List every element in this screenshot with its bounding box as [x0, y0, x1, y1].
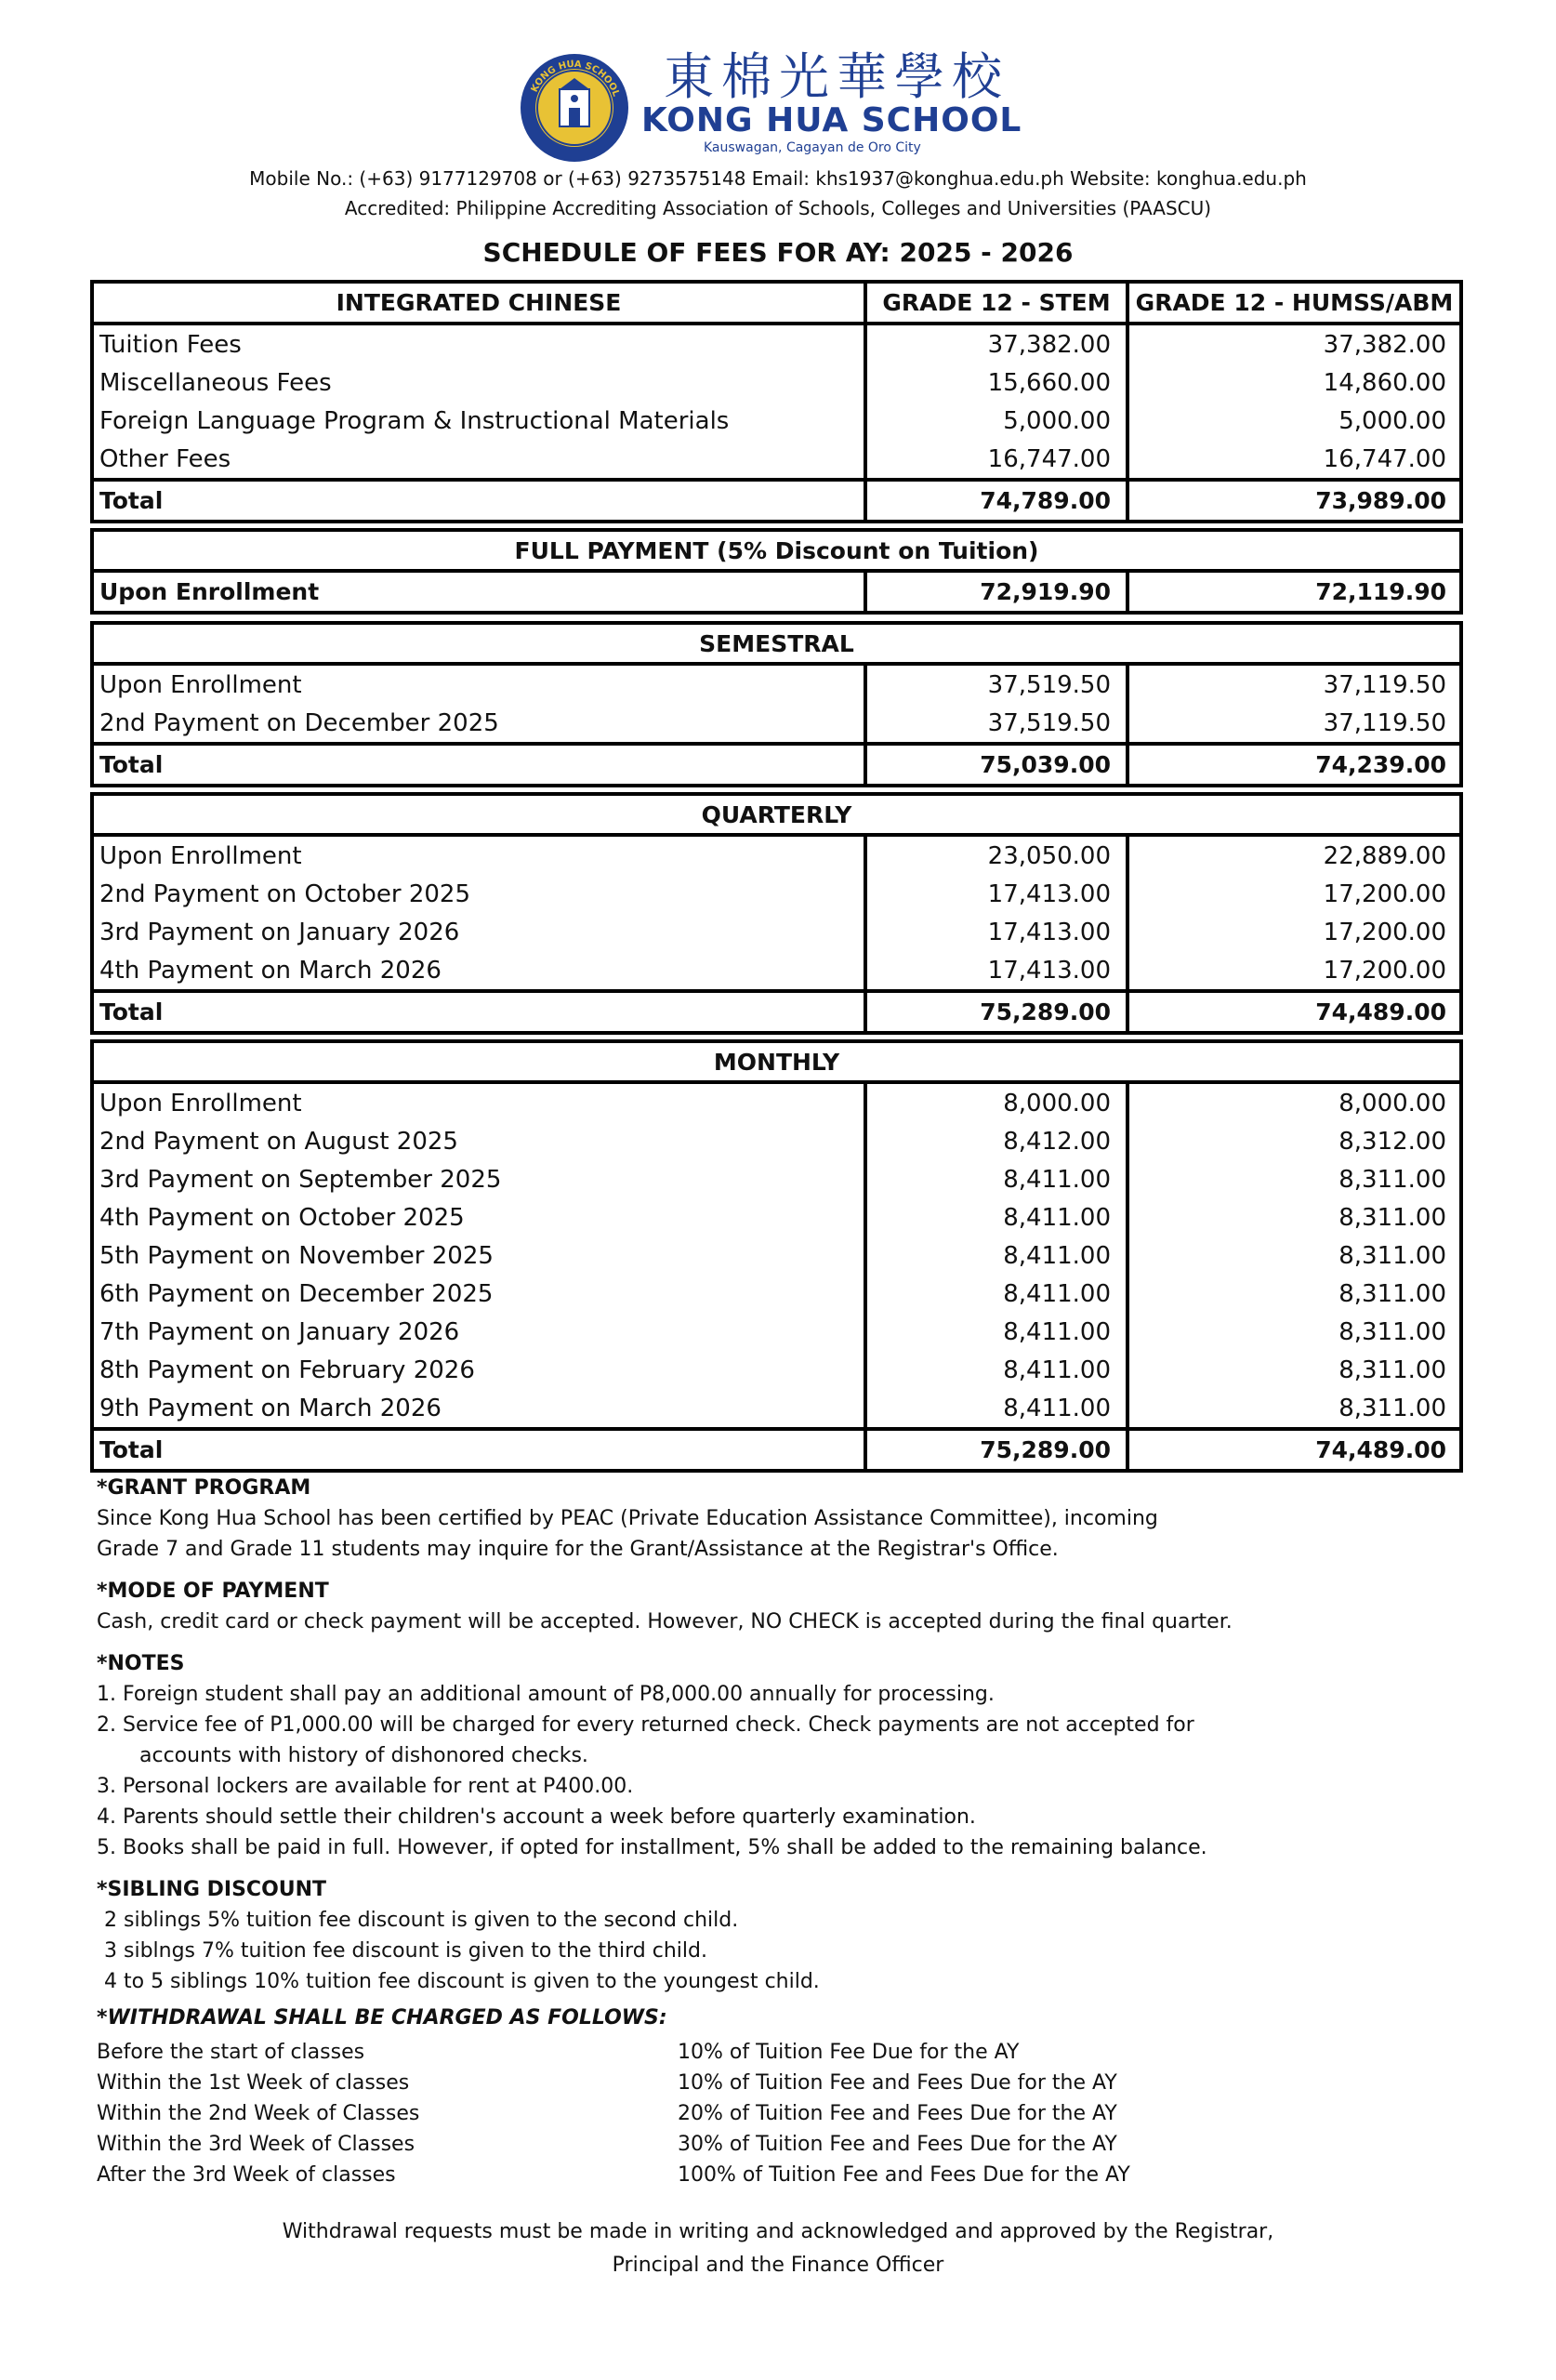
stem-amount: 23,050.00	[987, 841, 1111, 870]
stem-amount: 15,660.00	[987, 368, 1111, 397]
note-item: 3. Personal lockers are available for rent at P400.00.	[97, 1775, 634, 1798]
note-item: 4. Parents should settle their children's account a week before quarterly examination.	[97, 1805, 976, 1829]
table-row	[94, 1389, 1459, 1427]
grant-program-text: Since Kong Hua School has been certified by PEAC (Private Education Assistance Committee), incoming	[97, 1507, 1158, 1530]
withdrawal-row	[97, 2160, 1472, 2190]
row-label: Upon Enrollment	[99, 670, 302, 699]
row-label: Upon Enrollment	[99, 1089, 302, 1117]
note-item: 5. Books shall be paid in full. However, if opted for installment, 5% shall be added to the remaining balance.	[97, 1836, 1207, 1859]
stem-amount: 74,789.00	[980, 487, 1111, 514]
withdrawal-row	[97, 2129, 1472, 2160]
quarterly-table	[90, 792, 1463, 1035]
row-label: Total	[99, 998, 164, 1025]
monthly-table	[90, 1039, 1463, 1473]
section-header	[94, 796, 1459, 837]
note-item: 1. Foreign student shall pay an additional amount of P8,000.00 annually for processing.	[97, 1683, 995, 1706]
humss-abm-amount: 14,860.00	[1323, 368, 1446, 397]
row-label: 4th Payment on March 2026	[99, 956, 442, 985]
notes-section	[97, 1473, 1472, 2190]
sibling-discount-item: 2 siblings 5% tuition fee discount is given to the second child.	[104, 1909, 739, 1932]
humss-abm-amount: 72,119.90	[1315, 578, 1446, 605]
stem-amount: 5,000.00	[1003, 406, 1111, 435]
row-label: Total	[99, 487, 164, 514]
section-title: FULL PAYMENT (5% Discount on Tuition)	[514, 536, 1039, 564]
stem-amount: 16,747.00	[987, 444, 1111, 473]
withdrawal-row	[97, 2037, 1472, 2068]
schedule-title: SCHEDULE OF FEES FOR AY: 2025 - 2026	[482, 237, 1074, 268]
table-row	[94, 1084, 1459, 1122]
stem-amount: 72,919.90	[980, 578, 1111, 605]
semestral-table	[90, 621, 1463, 787]
row-label: 3rd Payment on September 2025	[99, 1165, 502, 1194]
withdrawal-charge: 100% of Tuition Fee and Fees Due for the AY	[678, 2163, 1130, 2187]
row-label: Upon Enrollment	[99, 841, 302, 870]
grant-program-heading: *GRANT PROGRAM	[97, 1476, 311, 1500]
humss-abm-amount: 8,311.00	[1338, 1165, 1446, 1194]
notes-heading: *NOTES	[97, 1652, 185, 1675]
withdrawal-period: Within the 3rd Week of Classes	[97, 2133, 415, 2156]
section-header	[94, 1043, 1459, 1084]
humss-abm-amount: 8,312.00	[1338, 1127, 1446, 1156]
stem-amount: 8,411.00	[1003, 1394, 1111, 1422]
total-row	[94, 478, 1459, 520]
stem-amount: 8,412.00	[1003, 1127, 1111, 1156]
humss-abm-amount: 74,239.00	[1315, 751, 1446, 778]
humss-abm-amount: 8,311.00	[1338, 1203, 1446, 1232]
section-title: MONTHLY	[713, 1048, 840, 1076]
contact-line: Mobile No.: (+63) 9177129708 or (+63) 9273575148 Email: khs1937@konghua.edu.ph Website: konghua.edu.ph	[249, 167, 1307, 190]
table-row	[94, 666, 1459, 704]
section-title: SEMESTRAL	[699, 629, 854, 657]
section-header	[94, 532, 1459, 573]
withdrawal-charge: 20% of Tuition Fee and Fees Due for the AY	[678, 2102, 1117, 2125]
stem-amount: 8,411.00	[1003, 1355, 1111, 1384]
total-row	[94, 989, 1459, 1031]
stem-amount: 8,411.00	[1003, 1203, 1111, 1232]
row-label: 6th Payment on December 2025	[99, 1279, 494, 1308]
row-label: 3rd Payment on January 2026	[99, 918, 460, 946]
row-label: 9th Payment on March 2026	[99, 1394, 442, 1422]
accreditation-line: Accredited: Philippine Accrediting Association of Schools, Colleges and Universities (PAASCU)	[344, 197, 1212, 219]
table-row	[94, 837, 1459, 875]
sibling-discount-heading: *SIBLING DISCOUNT	[97, 1878, 327, 1901]
humss-abm-amount: 5,000.00	[1338, 406, 1446, 435]
humss-abm-amount: 17,200.00	[1323, 879, 1446, 908]
withdrawal-period: After the 3rd Week of classes	[97, 2163, 396, 2187]
humss-abm-amount: 8,000.00	[1338, 1089, 1446, 1117]
table-row	[94, 1236, 1459, 1275]
row-label: 4th Payment on October 2025	[99, 1203, 465, 1232]
table-row	[94, 364, 1459, 402]
humss-abm-amount: 37,119.50	[1323, 670, 1446, 699]
withdrawal-row	[97, 2068, 1472, 2098]
humss-abm-amount: 73,989.00	[1315, 487, 1446, 514]
stem-amount: 75,289.00	[980, 1436, 1111, 1463]
table-row	[94, 951, 1459, 989]
column-header-stem: GRADE 12 - STEM	[882, 289, 1111, 316]
stem-amount: 37,519.50	[987, 708, 1111, 737]
row-label: Total	[99, 751, 164, 778]
school-address: Kauswagan, Cagayan de Oro City	[704, 140, 921, 155]
stem-amount: 8,411.00	[1003, 1279, 1111, 1308]
table-row	[94, 325, 1459, 364]
table-row	[94, 1160, 1459, 1198]
column-header-program: INTEGRATED CHINESE	[336, 289, 622, 316]
humss-abm-amount: 22,889.00	[1323, 841, 1446, 870]
table-row	[94, 440, 1459, 478]
table-row	[94, 1198, 1459, 1236]
mode-of-payment-text: Cash, credit card or check payment will be accepted. However, NO CHECK is accepted during the final quarter.	[97, 1610, 1233, 1633]
humss-abm-amount: 8,311.00	[1338, 1279, 1446, 1308]
table-row	[94, 1275, 1459, 1313]
note-item: accounts with history of dishonored checks.	[139, 1744, 588, 1767]
humss-abm-amount: 74,489.00	[1315, 1436, 1446, 1463]
withdrawal-footer: Withdrawal requests must be made in writing and acknowledged and approved by the Registrar,	[282, 2220, 1274, 2243]
row-label: 2nd Payment on October 2025	[99, 879, 471, 908]
column-header-humss-abm: GRADE 12 - HUMSS/ABM	[1135, 289, 1454, 316]
row-label: 5th Payment on November 2025	[99, 1241, 494, 1270]
full-payment-table	[90, 528, 1463, 615]
stem-amount: 75,039.00	[980, 751, 1111, 778]
humss-abm-amount: 8,311.00	[1338, 1241, 1446, 1270]
school-seal-logo	[519, 52, 630, 164]
school-name: KONG HUA SCHOOL	[641, 101, 1022, 139]
stem-amount: 8,411.00	[1003, 1317, 1111, 1346]
withdrawal-list	[97, 2037, 1472, 2190]
humss-abm-amount: 8,311.00	[1338, 1317, 1446, 1346]
school-chinese-name: 東棉光華學校	[664, 47, 1009, 106]
humss-abm-amount: 37,382.00	[1323, 330, 1446, 359]
table-row	[94, 1313, 1459, 1351]
withdrawal-charge: 30% of Tuition Fee and Fees Due for the AY	[678, 2133, 1117, 2156]
stem-amount: 8,411.00	[1003, 1241, 1111, 1270]
withdrawal-charge: 10% of Tuition Fee Due for the AY	[678, 2041, 1020, 2064]
letterhead	[0, 48, 1556, 160]
humss-abm-amount: 8,311.00	[1338, 1394, 1446, 1422]
withdrawal-charge: 10% of Tuition Fee and Fees Due for the AY	[678, 2071, 1117, 2095]
withdrawal-period: Before the start of classes	[97, 2041, 365, 2064]
total-row	[94, 1427, 1459, 1469]
humss-abm-amount: 74,489.00	[1315, 998, 1446, 1025]
row-label: Other Fees	[99, 444, 231, 473]
stem-amount: 8,411.00	[1003, 1165, 1111, 1194]
table-row	[94, 402, 1459, 440]
humss-abm-amount: 8,311.00	[1338, 1355, 1446, 1384]
total-row	[94, 742, 1459, 784]
stem-amount: 17,413.00	[987, 879, 1111, 908]
mode-of-payment-heading: *MODE OF PAYMENT	[97, 1580, 329, 1603]
grant-program-text: Grade 7 and Grade 11 students may inquire for the Grant/Assistance at the Registrar's Office.	[97, 1538, 1059, 1561]
row-label: 2nd Payment on December 2025	[99, 708, 499, 737]
row-label: Total	[99, 1436, 164, 1463]
section-title: QUARTERLY	[701, 800, 852, 828]
stem-amount: 17,413.00	[987, 918, 1111, 946]
humss-abm-amount: 17,200.00	[1323, 918, 1446, 946]
table-row	[94, 573, 1459, 611]
row-label: Foreign Language Program & Instructional Materials	[99, 406, 730, 435]
stem-amount: 37,382.00	[987, 330, 1111, 359]
withdrawal-period: Within the 2nd Week of Classes	[97, 2102, 420, 2125]
sibling-discount-item: 4 to 5 siblings 10% tuition fee discount is given to the youngest child.	[104, 1970, 820, 1993]
row-label: 7th Payment on January 2026	[99, 1317, 460, 1346]
fees-table-header	[94, 284, 1459, 325]
stem-amount: 75,289.00	[980, 998, 1111, 1025]
svg-text:KONG HUA SCHOOL: KONG HUA SCHOOL	[529, 59, 622, 99]
withdrawal-heading: *WITHDRAWAL SHALL BE CHARGED AS FOLLOWS:	[97, 2006, 667, 2030]
withdrawal-footer: Principal and the Finance Officer	[612, 2254, 944, 2277]
sibling-discount-item: 3 siblngs 7% tuition fee discount is given to the third child.	[104, 1939, 707, 1963]
row-label: Miscellaneous Fees	[99, 368, 332, 397]
row-label: 2nd Payment on August 2025	[99, 1127, 458, 1156]
row-label: Tuition Fees	[99, 330, 242, 359]
table-row	[94, 913, 1459, 951]
withdrawal-period: Within the 1st Week of classes	[97, 2071, 410, 2095]
fees-table	[90, 280, 1463, 523]
table-row	[94, 1122, 1459, 1160]
row-label: 8th Payment on February 2026	[99, 1355, 475, 1384]
table-row	[94, 704, 1459, 742]
stem-amount: 37,519.50	[987, 670, 1111, 699]
table-row	[94, 1351, 1459, 1389]
humss-abm-amount: 17,200.00	[1323, 956, 1446, 985]
humss-abm-amount: 37,119.50	[1323, 708, 1446, 737]
section-header	[94, 625, 1459, 666]
row-label: Upon Enrollment	[99, 578, 320, 605]
stem-amount: 8,000.00	[1003, 1089, 1111, 1117]
table-row	[94, 875, 1459, 913]
stem-amount: 17,413.00	[987, 956, 1111, 985]
note-item: 2. Service fee of P1,000.00 will be charged for every returned check. Check payments are not accepted for	[97, 1713, 1194, 1737]
withdrawal-row	[97, 2098, 1472, 2129]
humss-abm-amount: 16,747.00	[1323, 444, 1446, 473]
